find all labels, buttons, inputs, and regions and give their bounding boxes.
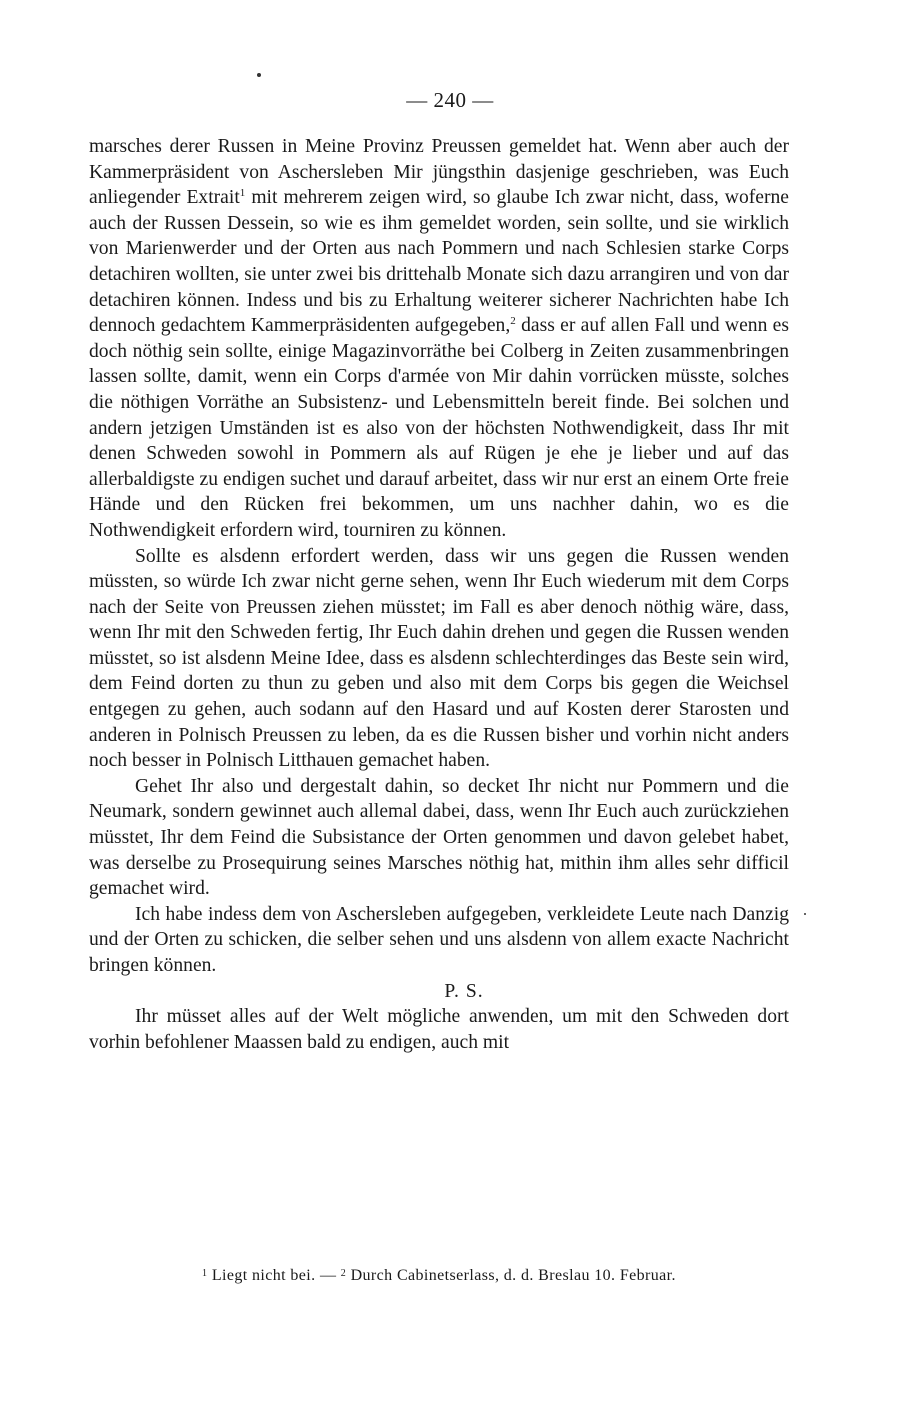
paragraph-text: mit mehrerem zeigen wird, so glaube Ich zwar nicht, dass, woferne auch der Russen Dessein, so wie es ihm gemeldet worden, sein sollte, und sie wirklich von Marienwerder und der Orten aus nach Pommern und nach Schlesien starke Corps detachiren wollten, sie unter zwei bis drittehalb Monate sich dazu arrangiren und von dar detachiren können. Indess und bis zu Erhaltung weiterer sicherer Nachrichten habe Ich dennoch gedachtem Kammerpräsidenten aufgegeben, xyxy=(89,187,789,337)
ink-speck xyxy=(804,913,806,915)
footnote-mark: 2 xyxy=(510,315,516,328)
postscript-heading: P. S. xyxy=(444,980,484,1002)
paragraph-text: dass er auf allen Fall und wenn es doch nöthig sein sollte, einige Magazinvorräthe bei Colberg in Zeiten zusammenbringen lassen sollte, damit, wenn ein Corps d'armée von Mir dahin vorrücken müsste, solches die nöthigen Vorräthe an Subsistenz- und Lebensmitteln bereit finde. Bei solchen und andern jetzigen Umständen ist es also von der höchsten Nothwendigkeit, dass Ihr mit denen Schweden sowohl in Pommern als auf Rügen je ehe je lieber und auf das allerbaldigste zu endigen suchet und darauf arbeitet, dass wir nur erst an einem Orte freie Hände und den Rücken frei bekommen, um uns nachher dahin, wo es die Nothwendigkeit erfordern wird, tourniren zu können. xyxy=(89,315,790,541)
paragraph xyxy=(89,774,789,902)
paragraph xyxy=(89,134,789,544)
paragraph xyxy=(89,544,789,774)
paragraph-text: Sollte es alsdenn erfordert werden, dass wir uns gegen die Russen wenden müssten, so würde Ich zwar nicht gerne sehen, wenn Ihr Euch wiederum mit dem Corps nach der Seite von Preussen ziehen müsstet; im Fall es aber denoch nöthig wäre, dass, wenn Ihr mit den Schweden fertig, Ihr Euch dahin drehen und gegen die Russen wenden müsstet, so ist alsdenn Meine Idee, dass es alsdenn schlechterdinges das Beste sein wird, dem Feind dorten zu thun zu geben und also mit dem Corps bis gegen die Weichsel entgegen zu gehen, auch sodann auf den Hasard und auf Kosten derer Starosten und anderen in Polnisch Preussen zu leben, da es die Russen bisher und vorhin nicht anders noch besser in Polnisch Litthauen gemachet haben. xyxy=(89,545,789,772)
paragraph-text: Gehet Ihr also und dergestalt dahin, so decket Ihr nicht nur Pommern und die Neumark, sondern gewinnet auch allemal dabei, dass, wenn Ihr Euch auch zurückziehen müsstet, Ihr dem Feind die Subsistance der Orten genommen und davon gelebet habet, was derselbe zu Prosequirung seines Marsches nöthig hat, mithin ihm alles sehr difficil gemachet wird. xyxy=(89,775,789,900)
footnote-separator: — xyxy=(315,1267,341,1284)
footnote-text: Liegt nicht bei. xyxy=(207,1267,316,1284)
postscript-paragraph: Ihr müsset alles auf der Welt mögliche anwenden, um mit den Schweden dort vorhin befohlener Maassen bald zu endigen, auch mit xyxy=(89,1006,789,1053)
paragraph-list xyxy=(89,134,789,979)
footnote-mark: 1 xyxy=(202,1268,208,1279)
ink-speck xyxy=(257,73,261,77)
footnote-mark: 2 xyxy=(340,1268,347,1279)
paragraph-text: Ich habe indess dem von Aschersleben aufgegeben, verkleidete Leute nach Danzig und der Orten zu schicken, die selber sehen und uns alsdenn von allem exacte Nachricht bringen können. xyxy=(89,903,789,976)
footnotes xyxy=(89,1266,789,1286)
footnote-text: Durch Cabinetserlass, d. d. Breslau 10. Februar. xyxy=(346,1267,676,1284)
page-number: — 240 — xyxy=(406,88,494,112)
body-text xyxy=(89,134,789,1055)
paragraph-text: marsches derer Russen in Meine Provinz Preussen gemeldet hat. Wenn aber auch der Kammerpräsident von Aschersleben Mir jüngsthin dasjenige geschrieben, was Euch anliegender Extrait xyxy=(89,136,789,209)
footnote-mark: 1 xyxy=(239,187,246,200)
paragraph xyxy=(89,902,789,979)
